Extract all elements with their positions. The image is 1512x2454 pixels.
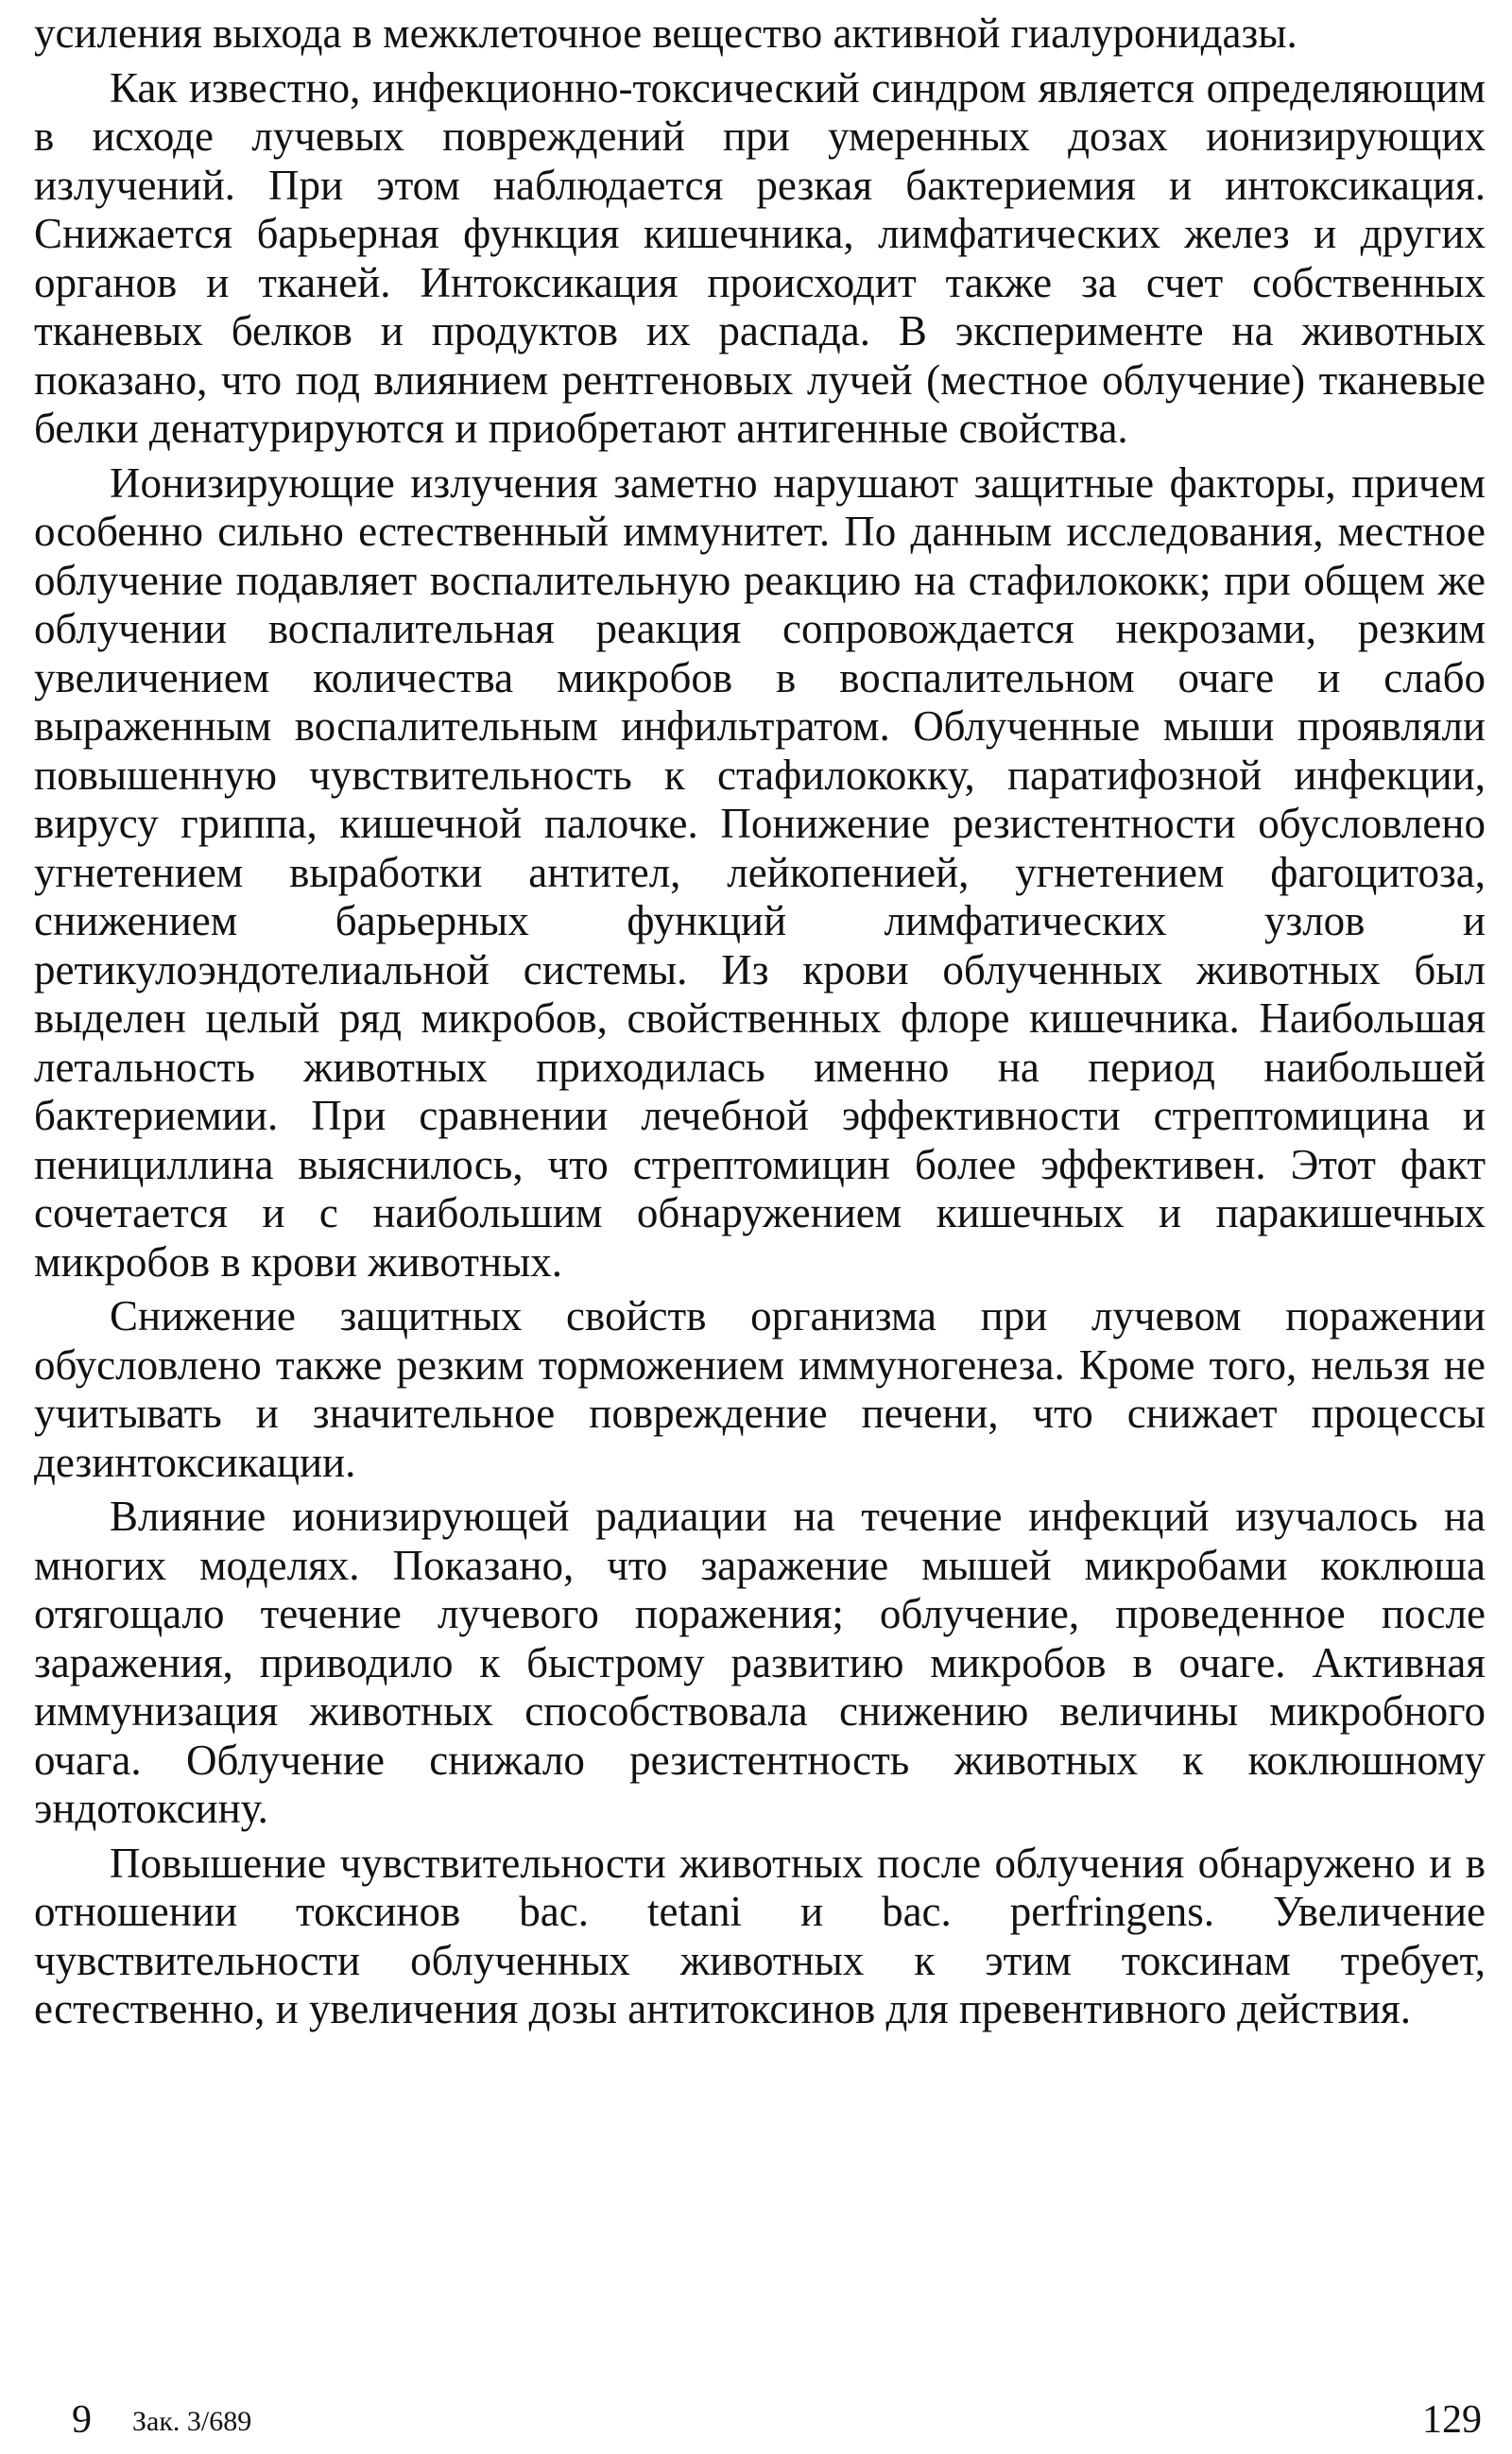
- paragraph-2: Как известно, инфекционно-токсический синдром является определяющим в исходе лучевых повреждений при умеренных дозах ионизирующих излучений. При этом наблюдается резкая бактериемия и интоксикация. Снижается барьерная функция кишечника, лимфатических желез и других органов и тканей. Интоксикация происходит также за счет собственных тканевых белков и продуктов их распада. В эксперименте на животных показано, что под влиянием рентгеновых лучей (местное облучение) тканевые белки денатурируются и приобретают антигенные свойства.: [34, 63, 1486, 452]
- page-number: 129: [1422, 2398, 1482, 2442]
- paragraph-1: усиления выхода в межклеточное вещество активной гиалуронидазы.: [34, 9, 1297, 57]
- paragraph-3: Ионизирующие излучения заметно нарушают защитные факторы, причем особенно сильно естественный иммунитет. По данным исследования, местное облучение подавляет воспалительную реакцию на стафилококк; при общем же облучении воспалительная реакция сопровождается некрозами, резким увеличением количества микробов в воспалительном очаге и слабо выраженным воспалительным инфильтратом. Облученные мыши проявляли повышенную чувствительность к стафилококку, паратифозной инфекции, вирусу гриппа, кишечной палочке. Понижение резистентности обусловлено угнетением выработки антител, лейкопенией, угнетением фагоцитоза, снижением барьерных функций лимфатических узлов и ретикулоэндотелиальной системы. Из крови облученных животных был выделен целый ряд микробов, свойственных флоре кишечника. Наибольшая летальность животных приходилась именно на период наибольшей бактериемии. При сравнении лечебной эффективности стрептомицина и пенициллина выяснилось, что стрептомицин более эффективен. Этот факт сочетается и с наибольшим обнаружением кишечных и паракишечных микробов в крови животных.: [34, 458, 1486, 1286]
- paragraph-4: Снижение защитных свойств организма при лучевом поражении обусловлено также резким торможением иммуногенеза. Кроме того, нельзя не учитывать и значительное повреждение печени, что снижает процессы дезинтоксикации.: [34, 1292, 1486, 1486]
- page-footer: [34, 2395, 1486, 2448]
- order-note: Зак. 3/689: [132, 2406, 252, 2437]
- paragraph-5: Влияние ионизирующей радиации на течение инфекций изучалось на многих моделях. Показано, что заражение мышей микробами коклюша отягощало течение лучевого поражения; облучение, проведенное после заражения, приводило к быстрому развитию микробов в очаге. Активная иммунизация животных способствовала снижению величины микробного очага. Облучение снижало резистентность животных к коклюшному эндотоксину.: [34, 1493, 1486, 1832]
- page-body: [34, 9, 1486, 2445]
- signature-number: 9: [72, 2398, 92, 2442]
- paragraph-6: Повышение чувствительности животных после облучения обнаружено и в отношении токсинов bac. tetani и bac. perfringens. Увеличение чувствительности облученных животных к этим токсинам требует, естественно, и увеличения дозы антитоксинов для превентивного действия.: [34, 1839, 1486, 2032]
